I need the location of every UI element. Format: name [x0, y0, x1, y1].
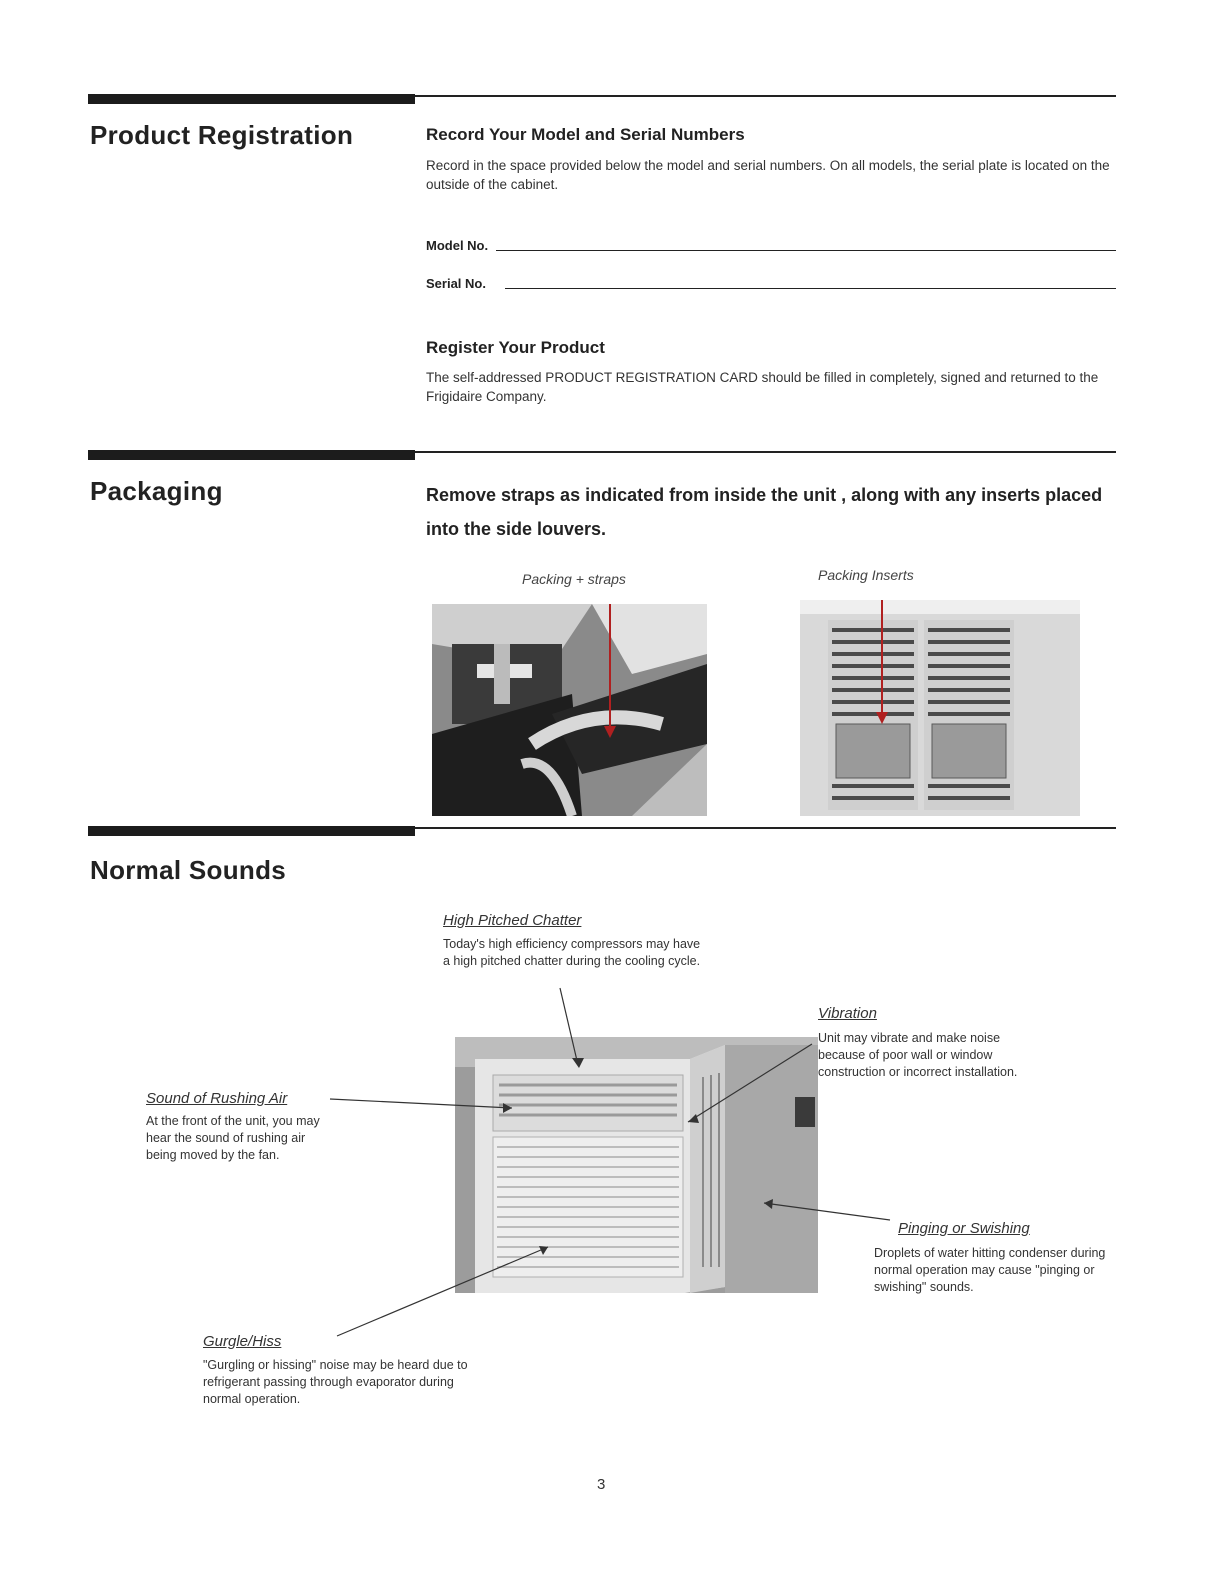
model-number-field[interactable]	[496, 250, 1116, 251]
section-rule-thick	[88, 94, 415, 104]
callout-text-vibration: Unit may vibrate and make noise because of poor wall or window construction or incorrect installation.	[818, 1031, 1018, 1079]
section-rule-thick	[88, 826, 415, 836]
section-title-registration: Product Registration	[90, 120, 354, 150]
section-rule-thick	[88, 450, 415, 460]
air-conditioner-photo	[455, 1037, 818, 1293]
callout-text-gurgle: "Gurgling or hissing" noise may be heard due to refrigerant passing through evaporator during normal operation.	[203, 1358, 468, 1406]
callout-text-pinging: Droplets of water hitting condenser during normal operation may cause "pinging or swishing" sounds.	[874, 1246, 1106, 1294]
callout-title-vibration: Vibration	[818, 1005, 877, 1022]
section-title-packaging: Packaging	[90, 476, 223, 506]
record-text: Record in the space provided below the model and serial numbers. On all models, the serial plate is located on the outside of the cabinet.	[426, 158, 1110, 192]
serial-number-label: Serial No.	[426, 276, 486, 291]
packing-straps-photo	[432, 604, 707, 816]
section-rule-thin	[415, 827, 1116, 829]
model-number-label: Model No.	[426, 238, 489, 253]
section-title-normal-sounds: Normal Sounds	[90, 855, 287, 885]
callout-title-gurgle: Gurgle/Hiss	[203, 1333, 282, 1350]
callout-title-pinging: Pinging or Swishing	[898, 1220, 1030, 1237]
section-rule-thin	[415, 451, 1116, 453]
packing-inserts-photo	[800, 600, 1080, 816]
packaging-instruction: Remove straps as indicated from inside the unit , along with any inserts placed into the side louvers.	[426, 485, 1103, 539]
record-heading: Record Your Model and Serial Numbers	[426, 125, 745, 144]
callout-text-rushing-air: At the front of the unit, you may hear the sound of rushing air being moved by the fan.	[146, 1114, 320, 1162]
page-number: 3	[597, 1476, 606, 1493]
caption-packing-straps: Packing + straps	[522, 571, 626, 587]
register-heading: Register Your Product	[426, 338, 605, 357]
callout-text-chatter: Today's high efficiency compressors may have a high pitched chatter during the cooling cycle.	[443, 937, 701, 968]
caption-packing-inserts: Packing Inserts	[818, 567, 914, 583]
callout-title-chatter: High Pitched Chatter	[443, 912, 582, 929]
callout-title-rushing-air: Sound of Rushing Air	[146, 1090, 288, 1107]
serial-number-field[interactable]	[505, 288, 1116, 289]
register-text: The self-addressed PRODUCT REGISTRATION CARD should be filled in completely, signed and returned to the Frigidaire Company.	[426, 370, 1099, 404]
section-rule-thin	[415, 95, 1116, 97]
